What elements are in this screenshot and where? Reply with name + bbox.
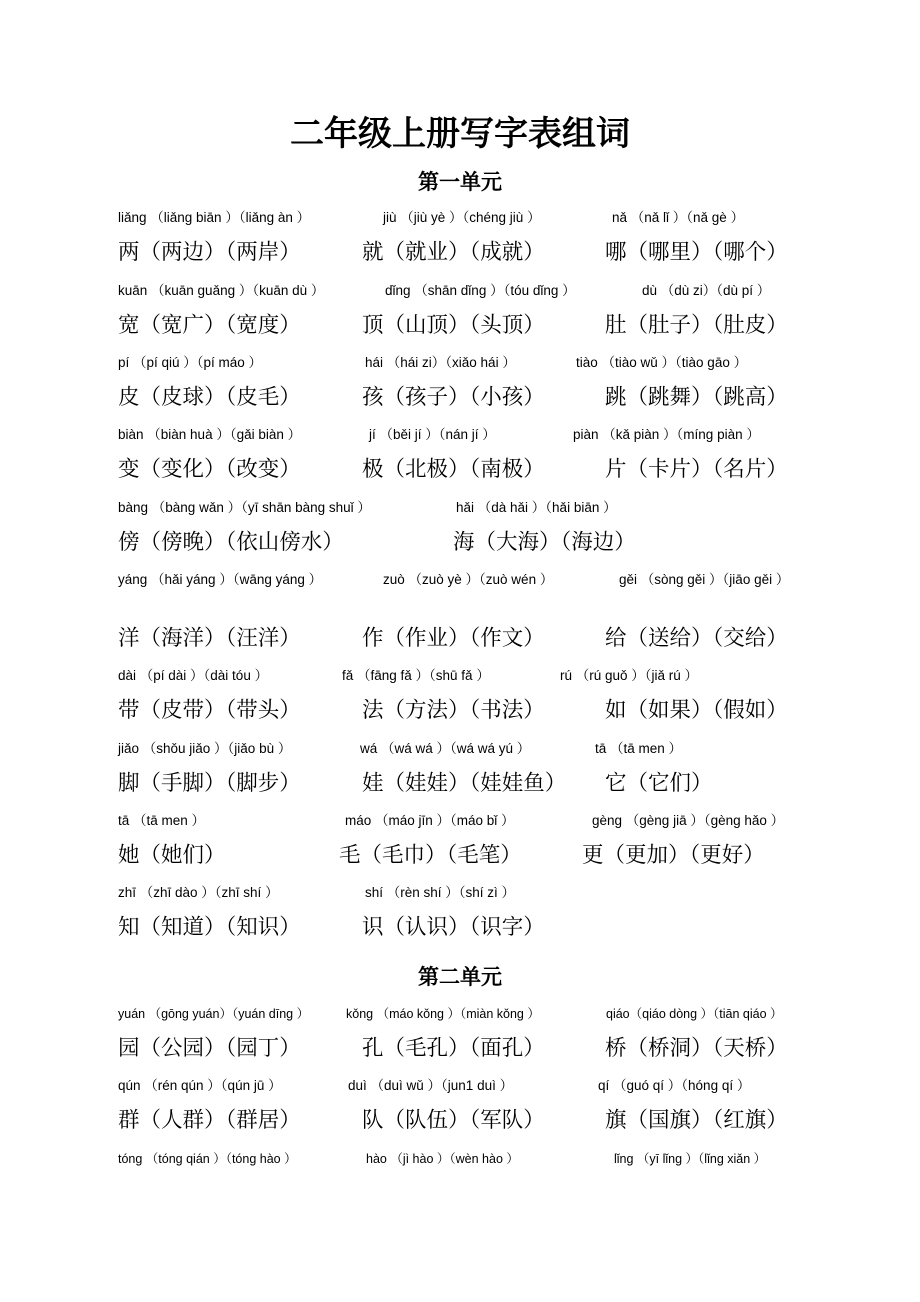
- word-group: 更（更加）（更好）: [582, 843, 765, 868]
- pinyin-text: yuán （gōng yuán）（yuán dīng ）: [118, 1007, 310, 1021]
- pinyin-text: nǎ （nǎ lǐ ）（nǎ gè ）: [612, 210, 745, 225]
- pinyin-text: qiáo（qiáo dòng ）（tiān qiáo ）: [606, 1007, 783, 1021]
- pinyin-text: jiù （jiù yè ）（chéng jiù ）: [383, 210, 541, 225]
- pinyin-text: tiào （tiào wǔ ）（tiào gāo ）: [576, 355, 748, 370]
- word-group: 毛（毛巾）（毛笔）: [339, 843, 522, 868]
- word-group: 宽（宽广）（宽度）: [118, 313, 301, 338]
- word-group: 园（公园）（园丁）: [118, 1036, 301, 1061]
- word-group: 洋（海洋）（汪洋）: [118, 626, 301, 651]
- pinyin-text: duì （duì wǔ ）（jun1 duì ）: [348, 1078, 514, 1093]
- pinyin-text: piàn （kǎ piàn ）（míng piàn ）: [573, 427, 760, 442]
- pinyin-text: shí （rèn shí ）（shí zì ）: [365, 885, 516, 900]
- pinyin-text: máo （máo jīn ）（máo bǐ ）: [345, 813, 515, 828]
- pinyin-text: bàng （bàng wǎn ）（yī shān bàng shuǐ ）: [118, 500, 371, 515]
- pinyin-text: hǎi （dà hǎi ）（hǎi biān ）: [456, 500, 617, 515]
- pinyin-text: liǎng （liǎng biān ）（liǎng àn ）: [118, 210, 311, 225]
- pinyin-text: gěi （sòng gěi ）（jiāo gěi ）: [619, 572, 790, 587]
- pinyin-text: tóng （tóng qián ）（tóng hào ）: [118, 1152, 297, 1166]
- pinyin-text: rú （rú guǒ ）（jiǎ rú ）: [560, 668, 699, 683]
- word-group: 皮（皮球）（皮毛）: [118, 385, 301, 410]
- word-group: 傍（傍晚）（依山傍水）: [118, 530, 344, 555]
- word-group: 极（北极）（南极）: [362, 457, 545, 482]
- word-group: 哪（哪里）（哪个）: [605, 240, 788, 265]
- pinyin-text: yáng （hǎi yáng ）（wāng yáng ）: [118, 572, 323, 587]
- pinyin-text: dǐng （shān dǐng ）（tóu dǐng ）: [385, 283, 576, 298]
- pinyin-text: hào （jì hào ）（wèn hào ）: [366, 1152, 519, 1166]
- word-group: 它（它们）: [605, 771, 713, 796]
- word-group: 群（人群）（群居）: [118, 1108, 301, 1133]
- word-group: 孔（毛孔）（面孔）: [362, 1036, 545, 1061]
- word-group: 知（知道）（知识）: [118, 915, 301, 940]
- pinyin-text: jí （běi jí ）（nán jí ）: [369, 427, 496, 442]
- pinyin-text: wá （wá wá ）（wá wá yú ）: [360, 741, 531, 756]
- word-group: 娃（娃娃）（娃娃鱼）: [362, 771, 567, 796]
- word-group: 她（她们）: [118, 843, 226, 868]
- word-group: 如（如果）（假如）: [605, 698, 788, 723]
- word-group: 脚（手脚）（脚步）: [118, 771, 301, 796]
- word-group: 作（作业）（作文）: [362, 626, 545, 651]
- word-group: 队（队伍）（军队）: [362, 1108, 545, 1133]
- pinyin-text: kǒng （máo kǒng ）（miàn kǒng ）: [346, 1007, 540, 1021]
- pinyin-text: jiǎo （shǒu jiǎo ）（jiǎo bù ）: [118, 741, 292, 756]
- word-group: 给（送给）（交给）: [605, 626, 788, 651]
- document-title: 二年级上册写字表组词: [290, 114, 630, 154]
- word-group: 桥（桥洞）（天桥）: [605, 1036, 788, 1061]
- word-group: 顶（山顶）（头顶）: [362, 313, 545, 338]
- pinyin-text: qí （guó qí ）（hóng qí ）: [598, 1078, 751, 1093]
- pinyin-text: qún （rén qún ）（qún jū ）: [118, 1078, 282, 1093]
- unit-1-heading: 第一单元: [418, 170, 502, 194]
- pinyin-text: lǐng （yī lǐng ）（lǐng xiǎn ）: [614, 1152, 767, 1166]
- pinyin-text: dài （pí dài ）（dài tóu ）: [118, 668, 269, 683]
- pinyin-text: kuān （kuān guǎng ）（kuān dù ）: [118, 283, 325, 298]
- pinyin-text: dù （dù zi）（dù pí ）: [642, 283, 771, 298]
- pinyin-text: biàn （biàn huà ）（gǎi biàn ）: [118, 427, 302, 442]
- word-group: 跳（跳舞）（跳高）: [605, 385, 788, 410]
- pinyin-text: pí （pí qiú ）（pí máo ）: [118, 355, 263, 370]
- word-group: 就（就业）（成就）: [362, 240, 545, 265]
- word-group: 带（皮带）（带头）: [118, 698, 301, 723]
- word-group: 肚（肚子）（肚皮）: [605, 313, 788, 338]
- pinyin-text: gèng （gèng jiā ）（gèng hǎo ）: [592, 813, 785, 828]
- word-group: 孩（孩子）（小孩）: [362, 385, 545, 410]
- pinyin-text: tā （tā men ）: [595, 741, 683, 756]
- word-group: 法（方法）（书法）: [362, 698, 545, 723]
- word-group: 海（大海）（海边）: [453, 530, 636, 555]
- word-group: 片（卡片）（名片）: [605, 457, 788, 482]
- word-group: 两（两边）（两岸）: [118, 240, 301, 265]
- unit-2-heading: 第二单元: [418, 965, 502, 989]
- pinyin-text: zuò （zuò yè ）（zuò wén ）: [383, 572, 554, 587]
- word-group: 识（认识）（识字）: [362, 915, 545, 940]
- word-group: 变（变化）（改变）: [118, 457, 301, 482]
- pinyin-text: zhī （zhī dào ）（zhī shí ）: [118, 885, 279, 900]
- word-group: 旗（国旗）（红旗）: [605, 1108, 788, 1133]
- pinyin-text: hái （hái zi）（xiǎo hái ）: [365, 355, 516, 370]
- pinyin-text: tā （tā men ）: [118, 813, 206, 828]
- pinyin-text: fǎ （fāng fǎ ）（shū fǎ ）: [342, 668, 490, 683]
